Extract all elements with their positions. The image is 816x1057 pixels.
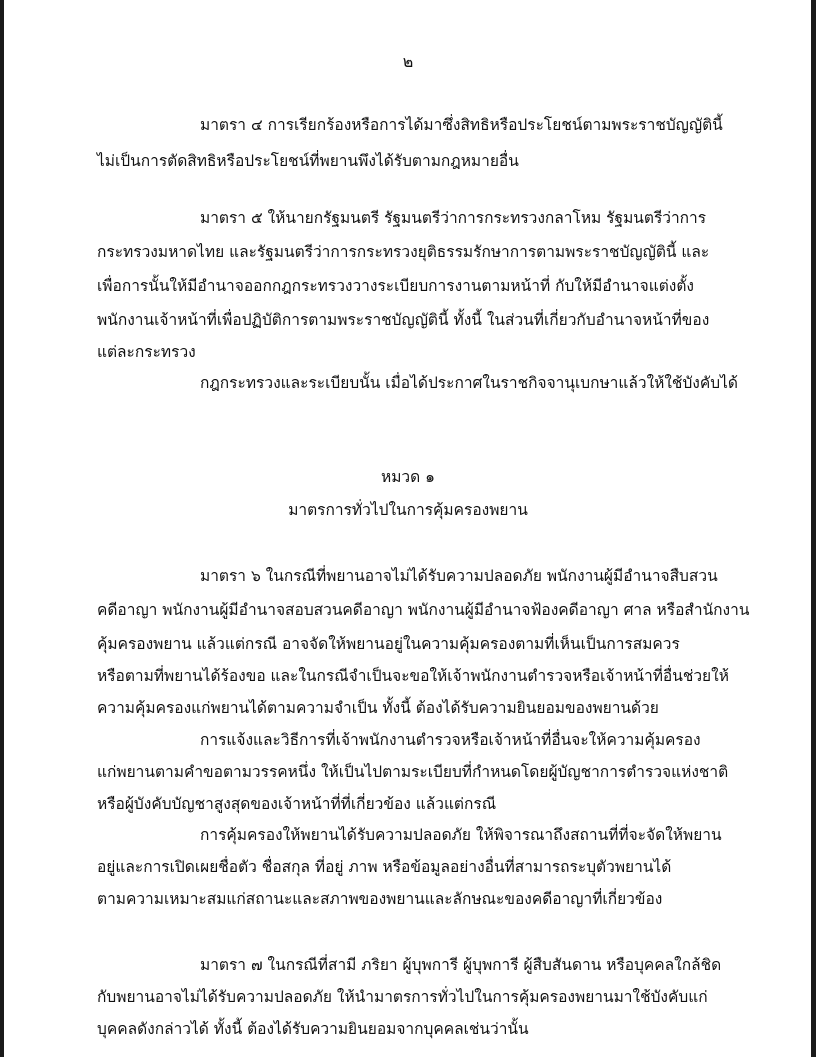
section-4-line-1: มาตรา ๔ การเรียกร้องหรือการได้มาซึ่งสิทธิหรือประโยชน์ตามพระราชบัญญัตินี้	[200, 116, 723, 134]
section-6-line-1: มาตรา ๖ ในกรณีที่พยานอาจไม่ได้รับความปลอดภัย พนักงานผู้มีอำนาจสืบสวน	[200, 567, 718, 585]
section-4-line-2: ไม่เป็นการตัดสิทธิหรือประโยชน์ที่พยานพึงได้รับตามกฎหมายอื่น	[97, 152, 519, 170]
section-7-line-3: บุคคลดังกล่าวได้ ทั้งนี้ ต้องได้รับความยินยอมจากบุคคลเช่นว่านั้น	[97, 1020, 529, 1038]
section-6-line-11: ตามความเหมาะสมแก่สถานะและสภาพของพยานและลักษณะของคดีอาญาที่เกี่ยวข้อง	[97, 890, 663, 908]
section-6-line-4: หรือตามที่พยานได้ร้องขอ และในกรณีจำเป็นจะขอให้เจ้าพนักงานตำรวจหรือเจ้าหน้าที่อื่นช่วยให้	[97, 667, 729, 685]
chapter-heading: หมวด ๑	[381, 468, 435, 486]
section-7-line-2: กับพยานอาจไม่ได้รับความปลอดภัย ให้นำมาตรการทั่วไปในการคุ้มครองพยานมาใช้บังคับแก่	[97, 988, 708, 1006]
section-5-line-3: เพื่อการนั้นให้มีอำนาจออกกฎกระทรวงวางระเบียบการงานตามหน้าที่ กับให้มีอำนาจแต่งตั้ง	[97, 277, 694, 295]
section-5-line-2: กระทรวงมหาดไทย และรัฐมนตรีว่าการกระทรวงยุติธรรมรักษาการตามพระราชบัญญัตินี้ และ	[97, 243, 710, 261]
scan-border-left	[0, 0, 4, 1057]
section-5-line-5: แต่ละกระทรวง	[97, 343, 196, 361]
scan-border-right	[811, 0, 816, 1057]
section-6-line-3: คุ้มครองพยาน แล้วแต่กรณี อาจจัดให้พยานอยู่ในความคุ้มครองตามที่เห็นเป็นการสมควร	[97, 635, 680, 653]
page-number: ๒	[402, 52, 414, 71]
section-7-line-1: มาตรา ๗ ในกรณีที่สามี ภริยา ผู้บุพการี ผู้บุพการี ผู้สืบสันดาน หรือบุคคลใกล้ชิด	[200, 956, 722, 974]
section-5-line-4: พนักงานเจ้าหน้าที่เพื่อปฏิบัติการตามพระราชบัญญัตินี้ ทั้งนี้ ในส่วนที่เกี่ยวกับอำนาจหน้าที่ของ	[97, 311, 710, 329]
section-5-line-6: กฎกระทรวงและระเบียบนั้น เมื่อได้ประกาศในราชกิจจานุเบกษาแล้วให้ใช้บังคับได้	[200, 374, 738, 392]
section-5-line-1: มาตรา ๕ ให้นายกรัฐมนตรี รัฐมนตรีว่าการกระทรวงกลาโหม รัฐมนตรีว่าการ	[200, 209, 707, 227]
section-6-line-2: คดีอาญา พนักงานผู้มีอำนาจสอบสวนคดีอาญา พนักงานผู้มีอำนาจฟ้องคดีอาญา ศาล หรือสำนักงาน	[97, 601, 750, 619]
section-6-line-9: การคุ้มครองให้พยานได้รับความปลอดภัย ให้พิจารณาถึงสถานที่ที่จะจัดให้พยาน	[200, 826, 722, 844]
section-6-line-7: แก่พยานตามคำขอตามวรรคหนึ่ง ให้เป็นไปตามระเบียบที่กำหนดโดยผู้บัญชาการตำรวจแห่งชาติ	[97, 763, 729, 781]
section-6-line-10: อยู่และการเปิดเผยชื่อตัว ชื่อสกุล ที่อยู่ ภาพ หรือข้อมูลอย่างอื่นที่สามารถระบุตัวพยานได้	[97, 858, 672, 876]
section-6-line-8: หรือผู้บังคับบัญชาสูงสุดของเจ้าหน้าที่ที่เกี่ยวข้อง แล้วแต่กรณี	[97, 795, 497, 813]
chapter-title: มาตรการทั่วไปในการคุ้มครองพยาน	[288, 501, 528, 519]
section-6-line-5: ความคุ้มครองแก่พยานได้ตามความจำเป็น ทั้งนี้ ต้องได้รับความยินยอมของพยานด้วย	[97, 699, 659, 717]
section-6-line-6: การแจ้งและวิธีการที่เจ้าพนักงานตำรวจหรือเจ้าหน้าที่อื่นจะให้ความคุ้มครอง	[200, 731, 701, 749]
